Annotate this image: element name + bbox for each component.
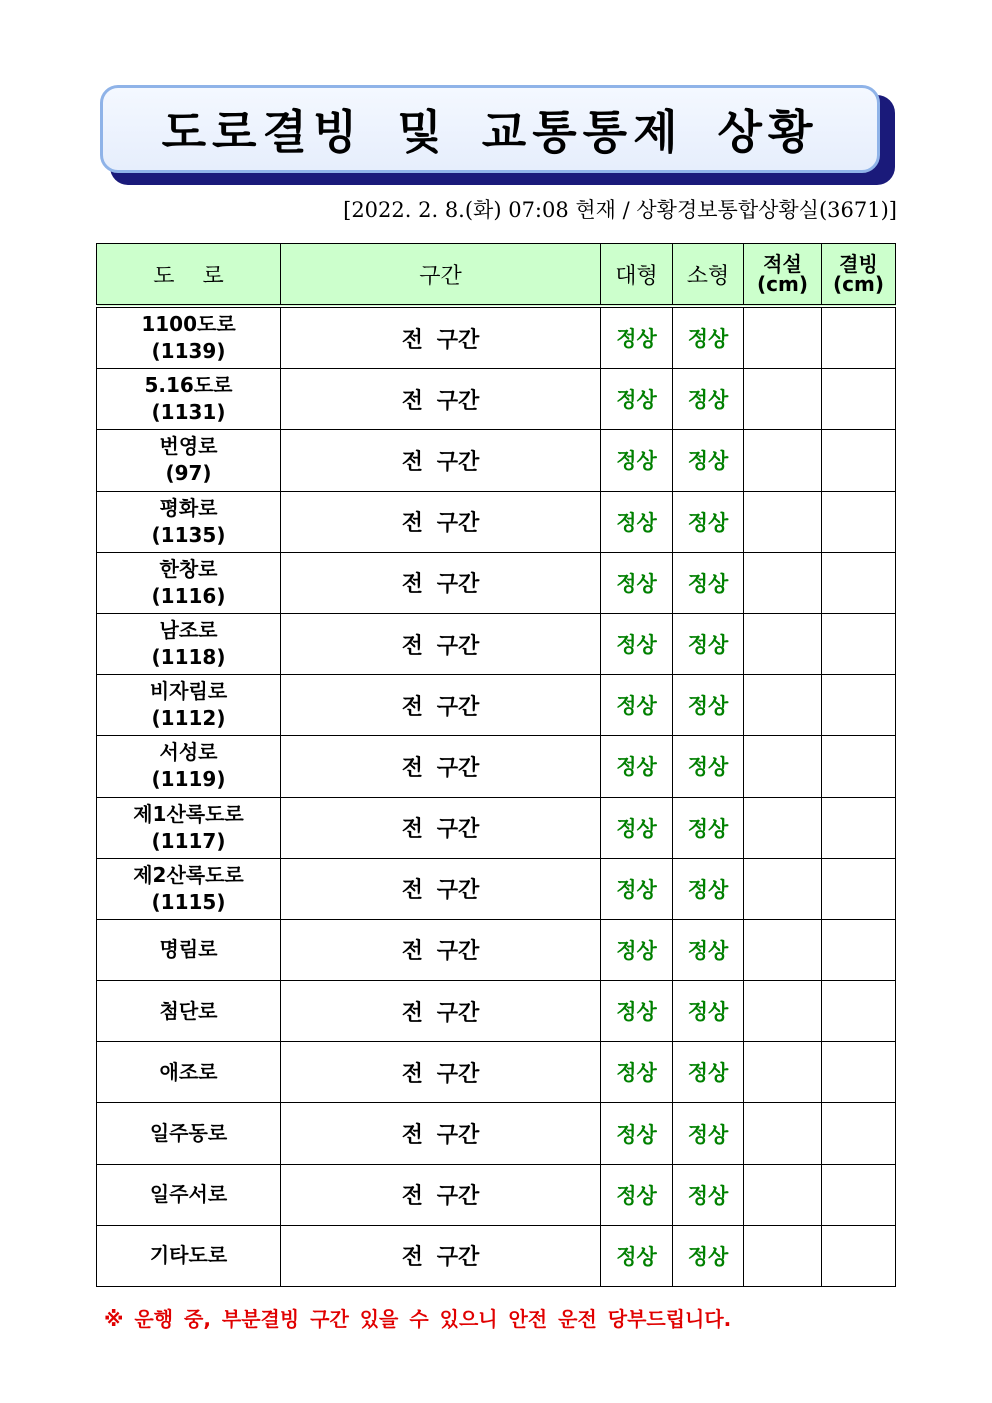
snow-depth-cell (744, 858, 822, 919)
large-vehicle-status: 정상 (601, 797, 673, 858)
snow-depth-cell (744, 430, 822, 491)
table-row (97, 797, 896, 858)
road-number: (1117) (151, 828, 226, 853)
road-status-table (96, 243, 896, 1287)
table-row (97, 1164, 896, 1225)
section-cell: 전 구간 (281, 797, 601, 858)
table-row (97, 981, 896, 1042)
ice-depth-cell (822, 1103, 896, 1164)
ice-depth-cell (822, 919, 896, 980)
small-vehicle-status: 정상 (673, 797, 744, 858)
section-cell: 전 구간 (281, 736, 601, 797)
small-vehicle-status: 정상 (673, 430, 744, 491)
section-cell: 전 구간 (281, 1164, 601, 1225)
small-vehicle-status: 정상 (673, 919, 744, 980)
table-row (97, 1225, 896, 1286)
section-cell: 전 구간 (281, 1103, 601, 1164)
table-row (97, 613, 896, 674)
header-large-vehicle: 대형 (601, 244, 673, 307)
ice-depth-cell (822, 491, 896, 552)
small-vehicle-status: 정상 (673, 1225, 744, 1286)
table-header-row (97, 244, 896, 307)
section-cell: 전 구간 (281, 369, 601, 430)
road-name: 한창로 (159, 556, 218, 581)
small-vehicle-status: 정상 (673, 552, 744, 613)
snow-depth-cell (744, 1164, 822, 1225)
road-name: 번영로 (159, 434, 218, 459)
snow-depth-cell (744, 1225, 822, 1286)
road-name: 남조로 (159, 618, 218, 643)
report-timestamp: [2022. 2. 8.(화) 07:08 현재 / 상황경보통합상황실(3671)] (343, 198, 897, 222)
ice-depth-cell (822, 797, 896, 858)
snow-depth-cell (744, 797, 822, 858)
snow-depth-cell (744, 552, 822, 613)
large-vehicle-status: 정상 (601, 552, 673, 613)
road-name: 기타도로 (149, 1243, 228, 1268)
table-row (97, 552, 896, 613)
road-name: 제1산록도로 (133, 801, 244, 826)
road-number: (1112) (151, 706, 226, 731)
header-ice-unit: (cm) (833, 272, 884, 296)
ice-depth-cell (822, 369, 896, 430)
header-ice-label: 결빙 (839, 252, 878, 276)
header-road: 도 로 (97, 244, 281, 307)
snow-depth-cell (744, 369, 822, 430)
road-number: (1116) (151, 583, 226, 608)
table-row (97, 369, 896, 430)
page-title: 도로결빙 및 교통통제 상황 (161, 105, 819, 159)
road-name-cell (97, 919, 281, 980)
ice-depth-cell (822, 1225, 896, 1286)
large-vehicle-status: 정상 (601, 1225, 673, 1286)
road-number: (1131) (151, 400, 226, 425)
section-cell: 전 구간 (281, 858, 601, 919)
small-vehicle-status: 정상 (673, 613, 744, 674)
table-row (97, 919, 896, 980)
section-cell: 전 구간 (281, 491, 601, 552)
large-vehicle-status: 정상 (601, 491, 673, 552)
road-number: (1135) (151, 522, 226, 547)
road-number: (1119) (151, 767, 226, 792)
snow-depth-cell (744, 919, 822, 980)
section-cell: 전 구간 (281, 1042, 601, 1103)
ice-depth-cell (822, 858, 896, 919)
small-vehicle-status: 정상 (673, 675, 744, 736)
small-vehicle-status: 정상 (673, 491, 744, 552)
road-number: (1115) (151, 889, 226, 914)
road-name: 평화로 (159, 495, 218, 520)
large-vehicle-status: 정상 (601, 430, 673, 491)
road-name: 5.16도로 (144, 373, 233, 398)
road-number: (1118) (151, 645, 226, 670)
large-vehicle-status: 정상 (601, 1103, 673, 1164)
road-name-cell (97, 797, 281, 858)
small-vehicle-status: 정상 (673, 981, 744, 1042)
road-name-cell (97, 675, 281, 736)
table-row (97, 430, 896, 491)
road-name: 비자림로 (149, 679, 228, 704)
snow-depth-cell (744, 1103, 822, 1164)
section-cell: 전 구간 (281, 675, 601, 736)
small-vehicle-status: 정상 (673, 1103, 744, 1164)
large-vehicle-status: 정상 (601, 369, 673, 430)
header-section: 구간 (281, 244, 601, 307)
large-vehicle-status: 정상 (601, 858, 673, 919)
large-vehicle-status: 정상 (601, 675, 673, 736)
road-name-cell (97, 1042, 281, 1103)
section-cell: 전 구간 (281, 981, 601, 1042)
safety-notice: ※ 운행 중, 부분결빙 구간 있을 수 있으니 안전 운전 당부드립니다. (104, 1307, 732, 1331)
header-snow-depth (744, 244, 822, 307)
road-name-cell (97, 306, 281, 369)
large-vehicle-status: 정상 (601, 981, 673, 1042)
ice-depth-cell (822, 675, 896, 736)
road-name: 일주서로 (149, 1182, 228, 1207)
snow-depth-cell (744, 1042, 822, 1103)
road-name: 서성로 (159, 740, 218, 765)
ice-depth-cell (822, 306, 896, 369)
large-vehicle-status: 정상 (601, 1164, 673, 1225)
section-cell: 전 구간 (281, 430, 601, 491)
road-number: (1139) (151, 339, 226, 364)
snow-depth-cell (744, 613, 822, 674)
road-name: 애조로 (159, 1059, 218, 1084)
section-cell: 전 구간 (281, 1225, 601, 1286)
ice-depth-cell (822, 1042, 896, 1103)
large-vehicle-status: 정상 (601, 736, 673, 797)
header-snow-unit: (cm) (757, 272, 808, 296)
section-cell: 전 구간 (281, 613, 601, 674)
road-name-cell (97, 1164, 281, 1225)
ice-depth-cell (822, 613, 896, 674)
table-row (97, 491, 896, 552)
small-vehicle-status: 정상 (673, 1042, 744, 1103)
road-name: 1100도로 (141, 312, 236, 337)
road-name-cell (97, 1225, 281, 1286)
table-row (97, 675, 896, 736)
road-name: 일주동로 (149, 1121, 228, 1146)
header-ice-depth (822, 244, 896, 307)
small-vehicle-status: 정상 (673, 306, 744, 369)
snow-depth-cell (744, 736, 822, 797)
header-snow-label: 적설 (763, 252, 802, 276)
road-name-cell (97, 858, 281, 919)
header-small-vehicle: 소형 (673, 244, 744, 307)
road-name-cell (97, 1103, 281, 1164)
road-name-cell (97, 552, 281, 613)
table-row (97, 1042, 896, 1103)
section-cell: 전 구간 (281, 919, 601, 980)
small-vehicle-status: 정상 (673, 858, 744, 919)
road-name: 제2산록도로 (133, 862, 244, 887)
table-row (97, 736, 896, 797)
road-name: 명림로 (159, 937, 218, 962)
section-cell: 전 구간 (281, 306, 601, 369)
road-number: (97) (165, 461, 212, 486)
snow-depth-cell (744, 491, 822, 552)
small-vehicle-status: 정상 (673, 736, 744, 797)
ice-depth-cell (822, 552, 896, 613)
section-cell: 전 구간 (281, 552, 601, 613)
ice-depth-cell (822, 736, 896, 797)
snow-depth-cell (744, 675, 822, 736)
road-name-cell (97, 981, 281, 1042)
snow-depth-cell (744, 981, 822, 1042)
ice-depth-cell (822, 430, 896, 491)
road-name-cell (97, 430, 281, 491)
road-name-cell (97, 736, 281, 797)
table-row (97, 858, 896, 919)
table-row (97, 306, 896, 369)
small-vehicle-status: 정상 (673, 1164, 744, 1225)
road-name-cell (97, 491, 281, 552)
ice-depth-cell (822, 1164, 896, 1225)
snow-depth-cell (744, 306, 822, 369)
large-vehicle-status: 정상 (601, 1042, 673, 1103)
road-name-cell (97, 369, 281, 430)
road-name: 첨단로 (159, 998, 218, 1023)
large-vehicle-status: 정상 (601, 919, 673, 980)
ice-depth-cell (822, 981, 896, 1042)
road-name-cell (97, 613, 281, 674)
title-banner (100, 85, 880, 173)
small-vehicle-status: 정상 (673, 369, 744, 430)
table-row (97, 1103, 896, 1164)
large-vehicle-status: 정상 (601, 306, 673, 369)
large-vehicle-status: 정상 (601, 613, 673, 674)
